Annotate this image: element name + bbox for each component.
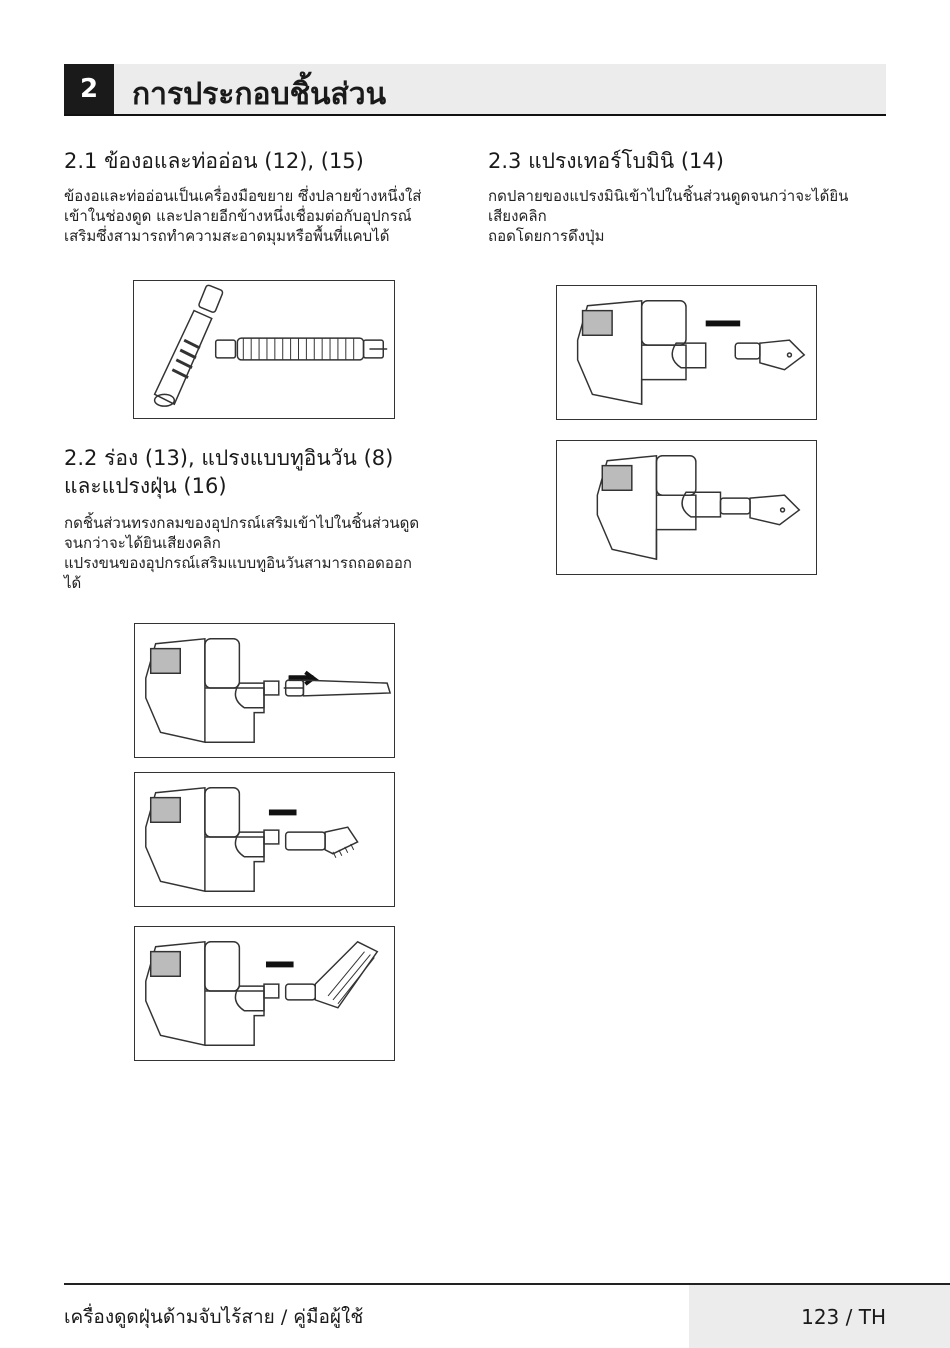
- mini-turbo-brush-detached-illustration: [556, 285, 817, 420]
- subsection-2-2-text: [64, 513, 419, 593]
- page-number-text: 123 / TH: [801, 1304, 886, 1329]
- section-header: [64, 64, 886, 116]
- text-line: เข้าในช่องดูด และปลายอีกข้างหนึ่งเชื่อมต่อกับอุปกรณ์: [64, 207, 412, 225]
- subsection-2-3-text: [488, 186, 848, 246]
- text-line: แปรงขนของอุปกรณ์เสริมแบบทูอินวันสามารถถอดออก: [64, 554, 412, 572]
- dust-brush-drawing: [135, 927, 394, 1060]
- text-line: จนกว่าจะได้ยินเสียงคลิก: [64, 534, 221, 552]
- title-line: และแปรงฝุ่น (16): [64, 474, 227, 498]
- subsection-2-3-title: 2.3 แปรงเทอร์โบมินิ (14): [488, 149, 724, 173]
- two-in-one-brush-illustration: [134, 772, 395, 907]
- title-line: 2.2 ร่อง (13), แปรงแบบทูอินวัน (8): [64, 446, 394, 470]
- elbow-hose-drawing: [134, 281, 394, 418]
- elbow-hose-illustration: [133, 280, 395, 419]
- footer-page-number: [689, 1285, 950, 1348]
- crevice-tool-illustration: [134, 623, 395, 758]
- text-line: กดชิ้นส่วนทรงกลมของอุปกรณ์เสริมเข้าไปในชิ้นส่วนดูด: [64, 514, 420, 532]
- footer-document-title: เครื่องดูดฝุ่นด้ามจับไร้สาย / คู่มือผู้ใช้: [64, 1306, 364, 1328]
- crevice-tool-drawing: [135, 624, 394, 757]
- section-title: การประกอบชิ้นส่วน: [132, 77, 387, 112]
- two-in-one-brush-drawing: [135, 773, 394, 906]
- text-line: ถอดโดยการดึงปุ่ม: [488, 227, 605, 245]
- mini-turbo-brush-attached-drawing: [557, 441, 816, 574]
- subsection-2-1-text: [64, 186, 421, 246]
- section-number: 2: [64, 64, 114, 114]
- text-line: ข้องอและท่ออ่อนเป็นเครื่องมือขยาย ซึ่งปลายข้างหนึ่งใส่: [64, 187, 422, 205]
- mini-turbo-brush-attached-illustration: [556, 440, 817, 575]
- subsection-2-2-title: [64, 444, 393, 500]
- text-line: ได้: [64, 574, 82, 592]
- dust-brush-illustration: [134, 926, 395, 1061]
- subsection-2-1-title: 2.1 ข้องอและท่ออ่อน (12), (15): [64, 149, 364, 173]
- text-line: เสียงคลิก: [488, 207, 547, 225]
- text-line: เสริมซึ่งสามารถทำความสะอาดมุมหรือพื้นที่แคบได้: [64, 227, 390, 245]
- mini-turbo-brush-detached-drawing: [557, 286, 816, 419]
- text-line: กดปลายของแปรงมินิเข้าไปในชิ้นส่วนดูดจนกว่าจะได้ยิน: [488, 187, 849, 205]
